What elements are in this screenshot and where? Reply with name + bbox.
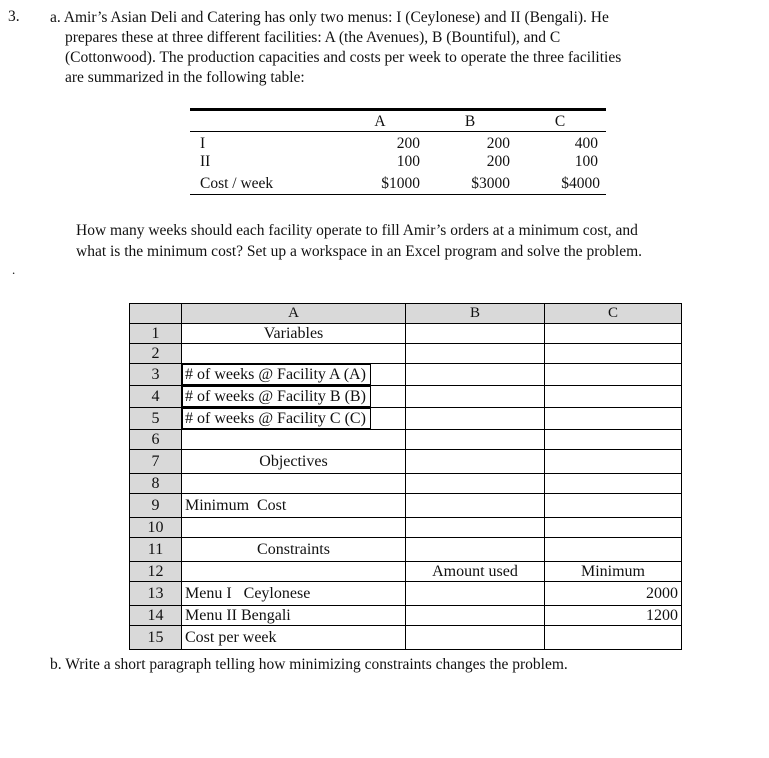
- excel-workspace: [129, 303, 682, 650]
- row-number: 3: [130, 364, 182, 386]
- row-number: 2: [130, 344, 182, 364]
- col-header-a: A: [374, 113, 386, 130]
- cell-c11: [545, 538, 682, 562]
- cell-a4: [182, 386, 406, 408]
- cell-b7: [406, 450, 545, 474]
- cell-c13: 2000: [545, 582, 682, 606]
- variable-facility-b: # of weeks @ Facility B (B): [182, 386, 371, 407]
- row-number: 6: [130, 430, 182, 450]
- table-row: [130, 582, 682, 606]
- part-b-question: b. Write a short paragraph telling how minimizing constraints changes the problem.: [50, 656, 568, 673]
- cell-c6: [545, 430, 682, 450]
- cell-c7: [545, 450, 682, 474]
- row-number: 14: [130, 606, 182, 626]
- column-header-c: C: [545, 304, 682, 324]
- cell-cost-c: $4000: [561, 175, 600, 192]
- cell-b14: [406, 606, 545, 626]
- cell-b11: [406, 538, 545, 562]
- cell-b3: [406, 364, 545, 386]
- cell-c5: [545, 408, 682, 430]
- row-number: 15: [130, 626, 182, 650]
- cell-ii-a: 100: [396, 153, 420, 170]
- cell-c10: [545, 518, 682, 538]
- cell-c2: [545, 344, 682, 364]
- row-number: 9: [130, 494, 182, 518]
- cell-b8: [406, 474, 545, 494]
- table-row: [130, 474, 682, 494]
- cell-i-a: 200: [396, 135, 420, 152]
- table-row: [130, 562, 682, 582]
- cell-a12: [182, 562, 406, 582]
- cell-a10: [182, 518, 406, 538]
- cell-cost-a: $1000: [381, 175, 420, 192]
- corner-cell: [130, 304, 182, 324]
- cell-c9: [545, 494, 682, 518]
- table-row: [130, 386, 682, 408]
- column-header-a: A: [182, 304, 406, 324]
- table-row: [130, 324, 682, 344]
- variable-facility-c: # of weeks @ Facility C (C): [182, 408, 371, 429]
- intro-line: a. Amir’s Asian Deli and Catering has only two menus: I (Ceylonese) and II (Bengali). He: [50, 9, 609, 26]
- row-number: 12: [130, 562, 182, 582]
- row-number: 8: [130, 474, 182, 494]
- table-row: [130, 606, 682, 626]
- table-row: [130, 408, 682, 430]
- table-row: [130, 344, 682, 364]
- intro-line: are summarized in the following table:: [65, 69, 305, 86]
- cell-a2: [182, 344, 406, 364]
- cell-c12: Minimum: [545, 562, 682, 582]
- row-number: 11: [130, 538, 182, 562]
- cell-b15: [406, 626, 545, 650]
- table-row: [130, 626, 682, 650]
- cell-b9: [406, 494, 545, 518]
- row-number: 13: [130, 582, 182, 606]
- variable-facility-a: # of weeks @ Facility A (A): [182, 364, 371, 385]
- cell-b4: [406, 386, 545, 408]
- question-line: How many weeks should each facility operate to fill Amir’s orders at a minimum cost, and: [76, 222, 638, 239]
- cell-a15: Cost per week: [182, 626, 406, 650]
- cell-b12: Amount used: [406, 562, 545, 582]
- col-header-b: B: [464, 113, 476, 130]
- cell-a5: [182, 408, 406, 430]
- cell-c3: [545, 364, 682, 386]
- cell-a14: Menu II Bengali: [182, 606, 406, 626]
- cell-b1: [406, 324, 545, 344]
- table-row: [130, 494, 682, 518]
- cell-a7: Objectives: [182, 450, 406, 474]
- cell-i-b: 200: [486, 135, 510, 152]
- cell-a3: [182, 364, 406, 386]
- table-row: [130, 538, 682, 562]
- cell-ii-c: 100: [574, 153, 598, 170]
- cell-c14: 1200: [545, 606, 682, 626]
- row-number: 1: [130, 324, 182, 344]
- cell-b2: [406, 344, 545, 364]
- table-row: [130, 430, 682, 450]
- cell-i-c: 400: [574, 135, 598, 152]
- cell-c1: [545, 324, 682, 344]
- table-row: [130, 518, 682, 538]
- cell-c4: [545, 386, 682, 408]
- column-header-row: [130, 304, 682, 324]
- cell-b6: [406, 430, 545, 450]
- question-number: 3.: [8, 8, 20, 25]
- cell-a9: Minimum Cost: [182, 494, 406, 518]
- intro-line: (Cottonwood). The production capacities and costs per week to operate the three facilities: [65, 49, 622, 66]
- cell-c15: [545, 626, 682, 650]
- row-number: 5: [130, 408, 182, 430]
- cell-cost-b: $3000: [471, 175, 510, 192]
- table-bottom-rule: [190, 194, 606, 195]
- col-header-c: C: [554, 113, 566, 130]
- cell-b13: [406, 582, 545, 606]
- cell-a6: [182, 430, 406, 450]
- row-label-cost: Cost / week: [200, 175, 274, 192]
- question-text: [76, 220, 766, 262]
- row-label-menu-i: I: [200, 135, 206, 152]
- row-number: 7: [130, 450, 182, 474]
- cell-a1: Variables: [182, 324, 406, 344]
- intro-line: prepares these at three different facilities: A (the Avenues), B (Bountiful), and C: [65, 29, 561, 46]
- cell-b5: [406, 408, 545, 430]
- column-header-b: B: [406, 304, 545, 324]
- table-row: [130, 450, 682, 474]
- question-line: what is the minimum cost? Set up a workspace in an Excel program and solve the problem.: [76, 243, 643, 260]
- stray-mark: .: [12, 262, 16, 277]
- cell-ii-b: 200: [486, 153, 510, 170]
- table-row: [130, 364, 682, 386]
- row-label-menu-ii: II: [200, 153, 211, 170]
- table-top-rule: [190, 108, 606, 111]
- cell-b10: [406, 518, 545, 538]
- row-number: 10: [130, 518, 182, 538]
- row-number: 4: [130, 386, 182, 408]
- cell-a11: Constraints: [182, 538, 406, 562]
- cell-a13: Menu I Ceylonese: [182, 582, 406, 606]
- cell-c8: [545, 474, 682, 494]
- table-header-rule: [190, 131, 606, 132]
- intro-paragraph: [50, 8, 750, 88]
- cell-a8: [182, 474, 406, 494]
